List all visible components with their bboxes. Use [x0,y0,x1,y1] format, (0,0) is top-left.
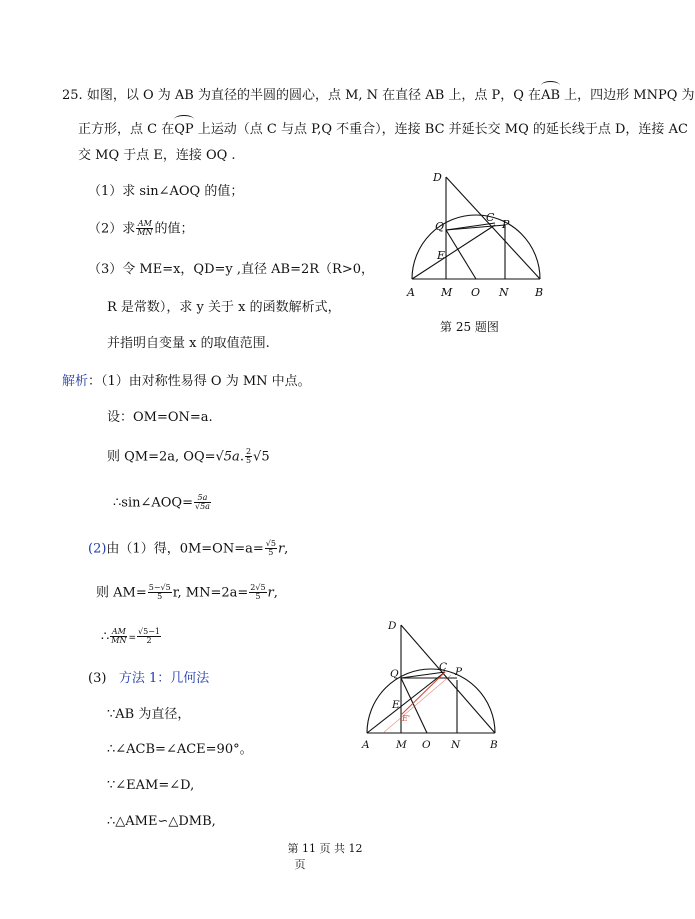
arc-qp: QP [174,118,193,138]
fig2-label-M: M [396,739,407,751]
question-1: （1）求 sin∠AOQ 的值； [88,184,244,199]
question-3-line-3: 并指明自变量 x 的取值范围. [107,336,270,351]
solution-1-line-1: 设：OM=ON=a. [107,410,213,425]
arc-ab: AB [541,84,560,104]
problem-line-2: 正方形，点 C 在 QP 上运动（点 C 与点 P,Q 不重合），连接 BC 并延长交 MQ 的延长线于点 D，连接 AC [78,118,688,138]
solution-3-line-1: ∵AB 为直径， [107,707,191,722]
q2-fraction: $\frac{AM}{MN}$ [137,219,153,238]
figure-25 [400,165,560,305]
solution-3-line-3: ∵∠EAM=∠D, [107,778,195,793]
fig2-label-P: P [455,666,463,678]
problem-line-3: 交 MQ 于点 E，连接 OQ . [78,148,236,163]
solution-3-line-2: ∴∠ACB=∠ACE=90°。 [107,742,253,757]
fig2-label-B: B [490,739,498,751]
semicircle [412,215,540,279]
figure-solution [355,615,505,755]
solution-3-heading: (3) 方法 1：几何法 [88,671,210,686]
question-3-line-2: R 是常数），求 y 关于 x 的函数解析式， [107,300,341,315]
fig2-label-A: A [362,739,370,751]
page-footer-line-1: 第 11 页 共 12 [287,842,363,855]
solution-2-line-3: ∴ $\frac{AM}{MN}$ = $\frac{√5-1}{2}$ [101,627,161,646]
figure-caption: 第 25 题图 [440,320,499,334]
label-E: E [437,249,446,262]
problem-text-1b: 上，四边形 MNPQ 为 [560,88,695,103]
solution-heading: 解析 [62,374,89,389]
label-N: N [499,286,509,299]
fig2-label-E-prime: E' [402,714,411,723]
label-D: D [433,171,442,184]
solution-2-line-2: 则 AM= $\frac{5-√5}{5}$ r, MN=2a= $\frac{2√5}{5}$ r, [96,583,278,602]
solution-1-line-3: ∴sin∠AOQ= $\frac{5a}{√5a}$ [113,493,210,512]
solution-2-line-1: (2)由（1）得，0M=ON=a= $\frac{√5}{5}$ r, [88,539,289,558]
label-B: B [535,286,544,299]
label-Q: Q [435,220,445,233]
problem-number: 25. [62,88,83,103]
problem-line-1 [62,84,695,104]
label-A: A [407,286,415,299]
line-ac [412,225,495,279]
fig2-label-O: O [422,739,431,751]
fig2-label-E: E [392,699,400,711]
question-3-line-1: （3）令 ME=x，QD=y ,直径 AB=2R（R>0， [88,262,374,277]
solution-3-line-4: ∴△AME∽△DMB, [107,814,216,829]
label-O: O [471,286,481,299]
solution-intro: 解析：（1）由对称性易得 O 为 MN 中点。 [62,374,311,389]
question-2: （2）求 $\frac{AM}{MN}$ 的值； [88,219,194,238]
page-footer-line-2: 页 [294,858,306,871]
fig2-label-C: C [439,661,448,673]
fig2-label-Q: Q [390,668,399,680]
label-M: M [441,286,453,299]
fig2-label-D: D [388,620,397,632]
label-P: P [502,218,510,231]
label-C: C [486,211,495,224]
fig2-label-N: N [451,739,461,751]
problem-text-1a: 如图，以 O 为 AB 为直径的半圆的圆心，点 M, N 在直径 AB 上，点 P，Q 在 [86,88,542,103]
solution-1-line-2: 则 QM=2a, OQ=√5a. $\frac{2}{5}$ √5 [107,447,270,466]
